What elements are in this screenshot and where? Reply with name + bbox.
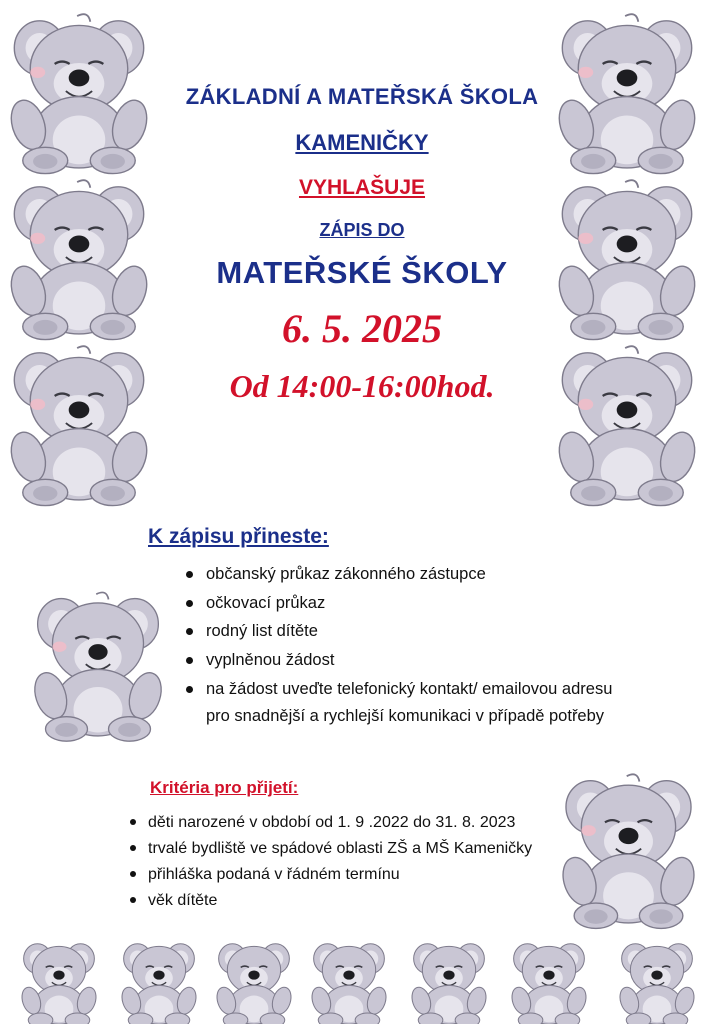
- enrollment-date: 6. 5. 2025: [282, 305, 442, 351]
- list-item: věk dítěte: [148, 888, 638, 914]
- list-item: občanský průkaz zákonného zástupce: [206, 561, 618, 588]
- headline-block: [112, 82, 612, 405]
- bring-list: [148, 561, 618, 729]
- list-item: na žádost uveďte telefonický kontakt/ emailovou adresu pro snadnější a rychlejší komunikaci v případě potřeby: [206, 676, 618, 729]
- bring-section: [148, 525, 618, 731]
- list-item: rodný list dítěte: [206, 618, 618, 645]
- list-item: trvalé bydliště ve spádové oblasti ZŠ a MŠ Kameničky: [148, 836, 638, 862]
- enrollment-label: ZÁPIS DO: [319, 219, 405, 240]
- criteria-title: Kritéria pro přijetí:: [150, 778, 299, 797]
- kindergarten-label: MATEŘSKÉ ŠKOLY: [216, 254, 508, 290]
- list-item: vyplněnou žádost: [206, 647, 618, 674]
- list-item: přihláška podaná v řádném termínu: [148, 862, 638, 888]
- enrollment-time: Od 14:00-16:00hod.: [229, 367, 495, 404]
- list-item: děti narozené v období od 1. 9 .2022 do 31. 8. 2023: [148, 810, 638, 836]
- criteria-section: [118, 778, 638, 914]
- list-item: očkovací průkaz: [206, 590, 618, 617]
- announce-word: VYHLAŠUJE: [298, 175, 426, 199]
- school-name: ZÁKLADNÍ A MATEŘSKÁ ŠKOLA: [185, 84, 539, 109]
- bring-title: K zápisu přineste:: [148, 525, 329, 548]
- criteria-list: [118, 810, 638, 914]
- village-name: KAMENIČKY: [295, 129, 429, 155]
